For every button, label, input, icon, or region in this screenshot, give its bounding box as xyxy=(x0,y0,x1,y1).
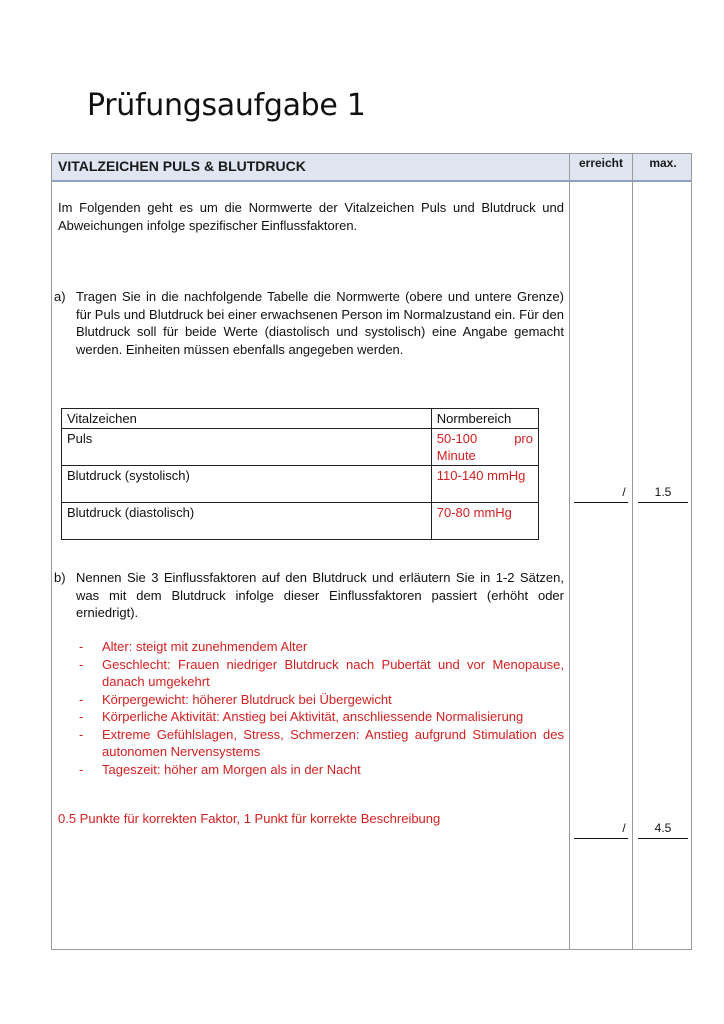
achieved-line-a xyxy=(574,502,628,503)
question-a xyxy=(54,288,564,358)
table-header-cell: Vitalzeichen xyxy=(62,409,432,429)
achieved-score-a: / xyxy=(622,485,626,499)
bullet-dash: - xyxy=(79,761,84,777)
list-item xyxy=(79,691,564,709)
section-header xyxy=(52,154,691,182)
table-row xyxy=(62,466,539,503)
bullet-dash: - xyxy=(79,709,84,724)
intro-block xyxy=(58,199,564,234)
question-a-letter: a) xyxy=(54,289,66,304)
bullet-dash: - xyxy=(79,639,84,654)
vital-sign-cell: Puls xyxy=(62,429,432,466)
column-divider xyxy=(632,154,633,949)
max-line-a xyxy=(638,502,688,503)
max-line-b xyxy=(638,838,688,839)
factor-text: Extreme Gefühlslagen, Stress, Schmerzen: Anstieg aufgrund Stimulation des autonomen Nervensystems xyxy=(102,726,564,759)
factor-text: Körperliche Aktivität: Anstieg bei Aktivität, anschliessende Normalisierung xyxy=(102,709,524,724)
question-b-text: Nennen Sie 3 Einflussfaktoren auf den Blutdruck und erläutern Sie in 1-2 Sätzen, was mit dem Blutdruck infolge dieser Einflussfaktoren passiert (erhöht oder erniedrigt). xyxy=(76,570,564,620)
max-score-a: 1.5 xyxy=(654,485,672,499)
table-header-row xyxy=(62,409,539,429)
question-b xyxy=(54,569,564,622)
exam-task-box xyxy=(51,153,692,950)
question-b-letter: b) xyxy=(54,570,66,585)
table-row xyxy=(62,429,539,466)
bullet-dash: - xyxy=(79,691,84,707)
factor-text: Geschlecht: Frauen niedriger Blutdruck nach Pubertät und vor Menopause, danach umgekehrt xyxy=(102,656,564,689)
factor-text: Alter: steigt mit zunehmendem Alter xyxy=(102,639,308,654)
norm-values-table xyxy=(61,408,539,540)
question-a-text: Tragen Sie in die nachfolgende Tabelle die Normwerte (obere und untere Grenze) für Puls und Blutdruck bei einer erwachsenen Person im Normalzustand ein. Für den Blutdruck soll für beide Werte (diastolisch und systolisch) eine Angabe gemacht werden. Einheiten müssen ebenfalls angegeben werden. xyxy=(76,289,564,357)
factor-text: Körpergewicht: höherer Blutdruck bei Übergewicht xyxy=(102,691,392,707)
list-item xyxy=(79,708,564,726)
achieved-score-b: / xyxy=(622,821,626,835)
max-score-b: 4.5 xyxy=(654,821,672,835)
list-item xyxy=(79,761,564,779)
vital-sign-cell: Blutdruck (diastolisch) xyxy=(62,503,432,540)
norm-range-cell: 50-100 pro Minute xyxy=(431,429,538,466)
norm-range-cell: 70-80 mmHg xyxy=(431,503,538,540)
factor-text: Tageszeit: höher am Morgen als in der Nacht xyxy=(102,761,361,777)
influence-factor-list xyxy=(79,638,564,778)
bullet-dash: - xyxy=(79,726,84,742)
intro-text: Im Folgenden geht es um die Normwerte der Vitalzeichen Puls und Blutdruck und Abweichungen infolge spezifischer Einflussfaktoren. xyxy=(58,200,564,233)
vital-sign-cell: Blutdruck (systolisch) xyxy=(62,466,432,503)
norm-range-cell: 110-140 mmHg xyxy=(431,466,538,503)
achieved-column-header: erreicht xyxy=(578,156,624,170)
achieved-line-b xyxy=(574,838,628,839)
table-row xyxy=(62,503,539,540)
bullet-dash: - xyxy=(79,656,84,672)
page-title: Prüfungsaufgabe 1 xyxy=(87,88,366,123)
list-item xyxy=(79,726,564,761)
list-item xyxy=(79,638,564,656)
scoring-note: 0.5 Punkte für korrekten Faktor, 1 Punkt für korrekte Beschreibung xyxy=(58,811,441,826)
section-title: VITALZEICHEN PULS & BLUTDRUCK xyxy=(58,158,306,174)
column-divider xyxy=(569,154,570,949)
max-column-header: max. xyxy=(649,156,677,170)
list-item xyxy=(79,656,564,691)
table-header-cell: Normbereich xyxy=(431,409,538,429)
